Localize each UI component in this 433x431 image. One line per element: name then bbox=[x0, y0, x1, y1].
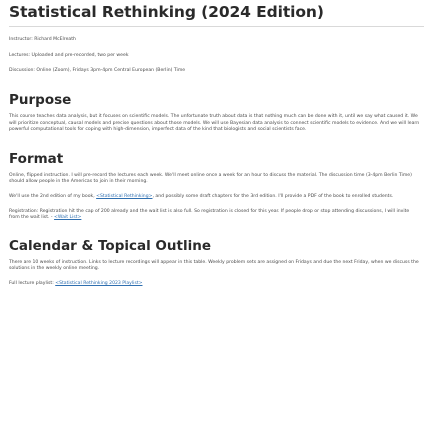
playlist-link[interactable]: <Statistical Rethinking 2023 Playlist> bbox=[55, 280, 143, 286]
purpose-heading: Purpose bbox=[9, 92, 72, 108]
calendar-heading: Calendar & Topical Outline bbox=[9, 237, 211, 254]
calendar-paragraph-2 bbox=[9, 281, 421, 288]
book-link[interactable]: <Statistical Rethinking> bbox=[96, 193, 153, 199]
page-title: Statistical Rethinking (2024 Edition) bbox=[9, 3, 324, 21]
format-paragraph-1: Online, flipped instruction. I will pre-record the lectures each week. We'll meet online once a week for an hour to discuss the material. The discussion time (3-4pm Berlin Time) should allow people in the Americas to join in their morning. bbox=[9, 172, 412, 185]
instructor-line: Instructor: Richard McElreath bbox=[9, 37, 76, 42]
format-paragraph-3 bbox=[9, 209, 421, 222]
wait-list-link[interactable]: <Wait List> bbox=[54, 215, 82, 221]
purpose-paragraph: This course teaches data analysis, but it focuses on scientific models. The unfortunate truth about data is that nothing much can be done with it, until we say what caused it. We will prioritize conceptual, causal models and precise questions about those models. We will use Bayesian data analysis to connect scientific models to evidence. And we will learn powerful computational tools for coping with high-dimension, imperfect data of the kind that biologists and social scientists face. bbox=[9, 114, 420, 133]
calendar-paragraph-1: There are 10 weeks of instruction. Links to lecture recordings will appear in this table. Weekly problem sets are assigned on Fridays and due the next Friday, when we discuss the solutions in the weekly online meeting. bbox=[9, 259, 419, 272]
format-heading: Format bbox=[9, 150, 64, 167]
format-p2-text-after: , and possibly some draft chapters for the 3rd edition. I'll provide a PDF of the book to enrolled students. bbox=[152, 193, 394, 199]
format-p2-text-before: We'll use the 2nd edition of my book, bbox=[9, 193, 97, 199]
lectures-line: Lectures: Uploaded and pre-recorded, two per week bbox=[9, 53, 129, 58]
title-divider bbox=[9, 26, 424, 27]
calendar-p2-text-before: Full lecture playlist: bbox=[9, 280, 56, 286]
discussion-line: Discussion: Online (Zoom), Fridays 3pm-4pm Central European (Berlin) Time bbox=[9, 68, 186, 73]
format-paragraph-2 bbox=[9, 194, 421, 201]
format-p3-text-before: Registration: Registration hit the cap of 200 already and the wait list is also full. So registration is closed for this year. If people drop or stop attending discussions, I will invite from the wait list. - bbox=[9, 208, 410, 221]
